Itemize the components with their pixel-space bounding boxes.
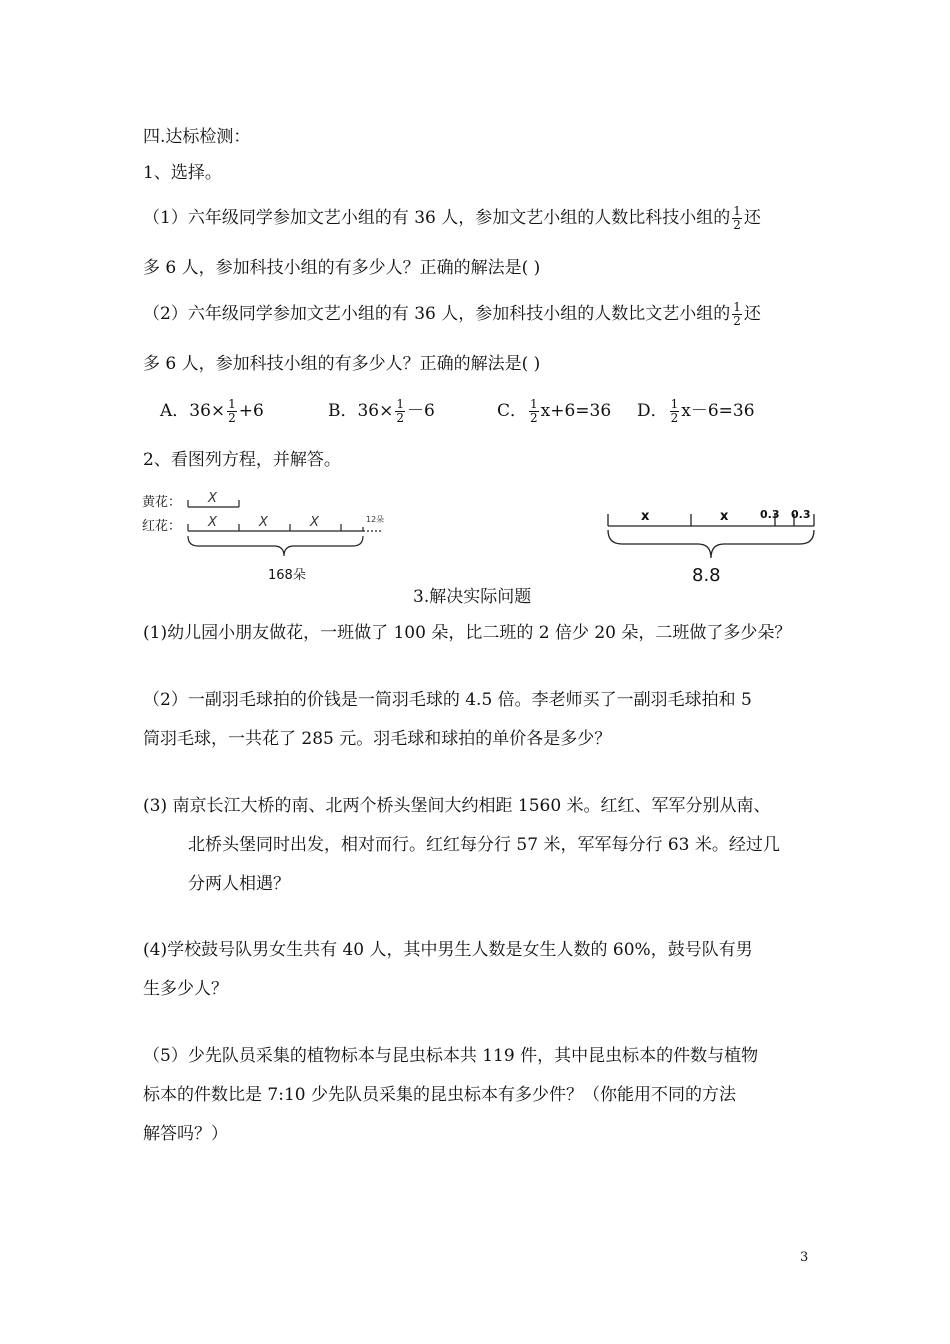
frac-denominator: 2 <box>670 411 679 425</box>
fraction-half <box>732 301 742 328</box>
frac-numerator: 1 <box>228 397 236 411</box>
q3-item1: (1)幼儿园小朋友做花，一班做了 100 朵，比二班的 2 倍少 20 朵，二班做了多少朵？ <box>143 623 792 643</box>
seg-x-1: x <box>641 509 650 524</box>
option-d-post: x－6=36 <box>681 401 755 421</box>
q3-item2-line2: 筒羽毛球，一共花了 285 元。羽毛球和球拍的单价各是多少？ <box>143 729 612 749</box>
section-title: 四.达标检测： <box>143 127 251 147</box>
q1-item2-text: （2）六年级同学参加文艺小组的有 36 人，参加科技小组的人数比文艺小组的 <box>143 304 731 324</box>
page-number: 3 <box>800 1250 809 1265</box>
option-d <box>637 398 755 425</box>
q3-item3-line3: 分两人相遇？ <box>188 874 290 894</box>
q3-item3-line1: (3) 南京长江大桥的南、北两个桥头堡间大约相距 1560 米。红红、军军分别从南、 <box>143 796 771 816</box>
seg-total: 8.8 <box>692 565 721 586</box>
total-label: 168朵 <box>268 568 306 583</box>
option-a-pre: A．36× <box>160 401 226 421</box>
q3-item4-line2: 生多少人？ <box>143 979 228 999</box>
option-c-pre: C． <box>497 401 528 421</box>
segment-diagram <box>598 500 828 588</box>
fraction-half <box>670 398 680 425</box>
frac-denominator: 2 <box>733 314 741 328</box>
q1-item1-line2: 多 6 人，参加科技小组的有多少人？正确的解法是( ) <box>143 258 541 278</box>
q3-item4-line1: (4)学校鼓号队男女生共有 40 人，其中男生人数是女生人数的 60%，鼓号队有男 <box>143 940 753 960</box>
q3-item5-line3: 解答吗？） <box>143 1124 228 1144</box>
q1-item1-tail: 还 <box>743 208 761 228</box>
option-d-pre: D． <box>637 401 668 421</box>
yellow-flower-label: 黄花： <box>142 495 182 510</box>
fraction-half <box>227 398 237 425</box>
frac-numerator: 1 <box>670 397 679 411</box>
seg-small-2: 0.3 <box>791 508 811 521</box>
red-x-2: X <box>259 515 268 530</box>
q1-heading: 1、选择。 <box>143 163 222 183</box>
option-b-pre: B．36× <box>328 401 394 421</box>
fraction-half <box>529 398 539 425</box>
q1-item1-line1 <box>143 205 761 232</box>
q1-options <box>160 398 800 428</box>
frac-denominator: 2 <box>228 411 236 425</box>
flower-line-diagram <box>138 484 398 586</box>
frac-denominator: 2 <box>396 411 405 425</box>
option-a <box>160 398 264 425</box>
frac-denominator: 2 <box>530 411 538 425</box>
frac-numerator: 1 <box>733 300 741 314</box>
option-a-post: +6 <box>238 401 264 421</box>
red-x-1: X <box>208 515 217 530</box>
q2-heading: 2、看图列方程，并解答。 <box>143 450 341 470</box>
q3-heading: 3.解决实际问题 <box>413 587 532 607</box>
q3-item3-line2: 北桥头堡同时出发，相对而行。红红每分行 57 米，军军每分行 63 米。经过几 <box>188 835 780 855</box>
q1-item2-line2: 多 6 人，参加科技小组的有多少人？正确的解法是( ) <box>143 354 541 374</box>
q1-item2-line1 <box>143 301 761 328</box>
frac-numerator: 1 <box>530 397 538 411</box>
option-c-post: x+6=36 <box>540 401 612 421</box>
fraction-half <box>395 398 405 425</box>
option-b <box>328 398 435 425</box>
seg-small-1: 0.3 <box>760 508 780 521</box>
q3-item5-line1: （5）少先队员采集的植物标本与昆虫标本共 119 件，其中昆虫标本的件数与植物 <box>143 1046 759 1066</box>
yellow-x: X <box>208 491 217 506</box>
seg-x-2: x <box>720 509 729 524</box>
frac-numerator: 1 <box>396 397 405 411</box>
frac-numerator: 1 <box>733 204 741 218</box>
q3-item5-line2: 标本的件数比是 7:10 少先队员采集的昆虫标本有多少件？（你能用不同的方法 <box>143 1085 736 1105</box>
extra-label: 12朵 <box>366 515 385 524</box>
red-flower-label: 红花： <box>142 519 182 534</box>
option-b-post: －6 <box>407 401 435 421</box>
red-x-3: X <box>310 515 319 530</box>
frac-denominator: 2 <box>733 218 741 232</box>
q1-item2-tail: 还 <box>743 304 761 324</box>
q3-item2-line1: （2）一副羽毛球拍的价钱是一筒羽毛球的 4.5 倍。李老师买了一副羽毛球拍和 5 <box>143 690 752 710</box>
option-c <box>497 398 611 425</box>
q1-item1-text: （1）六年级同学参加文艺小组的有 36 人，参加文艺小组的人数比科技小组的 <box>143 208 731 228</box>
fraction-half <box>732 205 742 232</box>
